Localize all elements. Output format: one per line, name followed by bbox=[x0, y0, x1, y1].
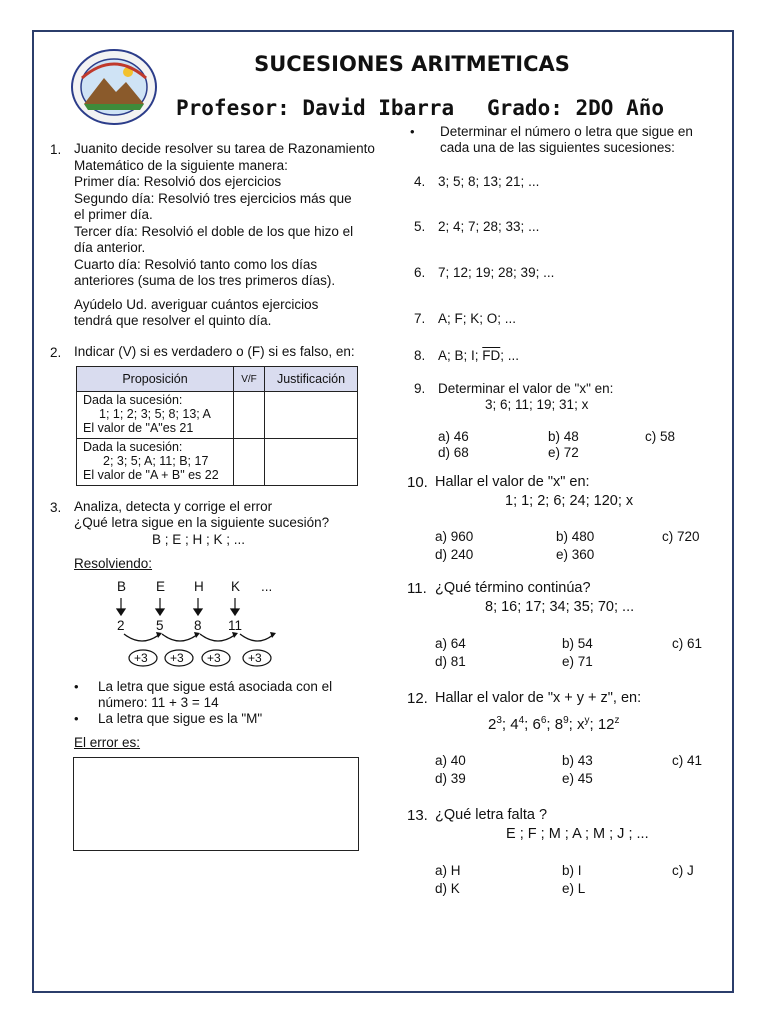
q13-line2: E ; F ; M ; A ; M ; J ; ... bbox=[506, 826, 649, 842]
q9-option-c[interactable]: c) 58 bbox=[645, 429, 676, 444]
seq-number: 11 bbox=[228, 618, 243, 633]
q10-line2: 1; 1; 2; 6; 24; 120; x bbox=[505, 493, 634, 509]
bullet: • bbox=[74, 711, 79, 726]
q1-line: Juanito decide resolver su tarea de Razonamiento bbox=[74, 141, 375, 156]
q8-part: ; ... bbox=[500, 348, 520, 363]
q10-option-a[interactable]: a) 960 bbox=[435, 529, 474, 544]
bullet: • bbox=[74, 679, 79, 694]
q11-line1: ¿Qué término continúa? bbox=[435, 580, 591, 596]
proposition-cell bbox=[77, 392, 234, 439]
q12-option-c[interactable]: c) 41 bbox=[672, 753, 703, 768]
q12-expression: $2^3$; $4^4$; $6^6$; $8^9$; $x^y$; 12$^z$ bbox=[488, 715, 620, 733]
step-label: +3 bbox=[170, 651, 184, 665]
q9-option-e[interactable]: e) 72 bbox=[548, 445, 579, 460]
cell-line: El valor de "A + B" es 22 bbox=[83, 468, 219, 482]
q9-line2: 3; 6; 11; 19; 31; x bbox=[485, 397, 589, 412]
q1-line: el primer día. bbox=[74, 207, 153, 222]
q13-option-b[interactable]: b) I bbox=[562, 863, 582, 878]
q2-text: Indicar (V) si es verdadero o (F) si es falso, en: bbox=[74, 344, 355, 359]
q12-number: 12. bbox=[407, 690, 428, 707]
q1-line: Cuarto día: Resolvió tanto como los días bbox=[74, 256, 318, 272]
step-label: +3 bbox=[134, 651, 148, 665]
seq-letter: E bbox=[156, 579, 166, 594]
cell-line: El valor de "A"es 21 bbox=[83, 421, 194, 435]
q9-option-a[interactable]: a) 46 bbox=[438, 429, 469, 444]
q11-option-c[interactable]: c) 61 bbox=[672, 636, 703, 651]
seq-number: 5 bbox=[156, 618, 164, 633]
q1-line: Matemático de la siguiente manera: bbox=[74, 157, 288, 173]
step-label: +3 bbox=[248, 651, 262, 665]
q8-number: 8. bbox=[414, 348, 426, 363]
table-row bbox=[77, 392, 358, 439]
seq-letter: ... bbox=[261, 579, 273, 594]
q1-line: tendrá que resolver el quinto día. bbox=[74, 313, 272, 328]
q4-sequence: 3; 5; 8; 13; 21; ... bbox=[438, 174, 540, 189]
q9-line1: Determinar el valor de "x" en: bbox=[438, 381, 614, 396]
q13-option-a[interactable]: a) H bbox=[435, 863, 461, 878]
q7-number: 7. bbox=[414, 311, 426, 326]
q9-number: 9. bbox=[414, 381, 426, 396]
q8-sequence bbox=[438, 348, 519, 365]
q10-option-d[interactable]: d) 240 bbox=[435, 547, 474, 562]
intro-line: Determinar el número o letra que sigue en bbox=[440, 124, 693, 139]
q1-line: anteriores (suma de los tres primeros días). bbox=[74, 273, 336, 288]
q10-number: 10. bbox=[407, 474, 428, 491]
q10-option-c[interactable]: c) 720 bbox=[662, 529, 700, 544]
proposition-cell bbox=[77, 439, 234, 486]
q13-line1: ¿Qué letra falta ? bbox=[435, 807, 548, 823]
step-label: +3 bbox=[207, 651, 221, 665]
seq-number: 2 bbox=[117, 618, 125, 633]
bullet-text: La letra que sigue está asociada con el bbox=[98, 679, 333, 694]
table-row bbox=[77, 439, 358, 486]
q12-option-e[interactable]: e) 45 bbox=[562, 771, 593, 786]
justification-cell[interactable] bbox=[265, 392, 358, 439]
q10-option-e[interactable]: e) 360 bbox=[556, 547, 595, 562]
resolving-label: Resolviendo: bbox=[74, 556, 153, 571]
q1-line: día anterior. bbox=[74, 240, 146, 255]
col-header: Justificación bbox=[265, 367, 358, 392]
document-title: SUCESIONES ARITMETICAS bbox=[254, 52, 570, 76]
seq-letter: H bbox=[194, 579, 204, 594]
q1-line: Ayúdelo Ud. averiguar cuántos ejercicios bbox=[74, 296, 319, 312]
q1-line: Tercer día: Resolvió el doble de los que hizo el bbox=[74, 223, 354, 239]
proposition-table bbox=[76, 366, 358, 486]
q3-sequence: B ; E ; H ; K ; ... bbox=[152, 532, 246, 547]
q5-number: 5. bbox=[414, 219, 426, 234]
cell-line: 1; 1; 2; 3; 5; 8; 13; A bbox=[99, 407, 211, 421]
bullet-text: número: 11 + 3 = 14 bbox=[98, 695, 219, 710]
q11-number: 11. bbox=[407, 580, 427, 597]
cell-line: Dada la sucesión: bbox=[83, 440, 183, 454]
q3-number: 3. bbox=[50, 500, 62, 515]
q11-option-d[interactable]: d) 81 bbox=[435, 654, 466, 669]
q3-line1: Analiza, detecta y corrige el error bbox=[74, 499, 273, 514]
grade-label: Grado: 2DO Año bbox=[487, 96, 665, 120]
error-label: El error es: bbox=[74, 735, 141, 750]
q13-option-e[interactable]: e) L bbox=[562, 881, 586, 896]
q1-text bbox=[74, 141, 375, 330]
q1-line: Primer día: Resolvió dos ejercicios bbox=[74, 174, 282, 189]
vf-cell[interactable] bbox=[234, 392, 265, 439]
q13-option-c[interactable]: c) J bbox=[672, 863, 694, 878]
justification-cell[interactable] bbox=[265, 439, 358, 486]
q10-line1: Hallar el valor de "x" en: bbox=[435, 474, 590, 490]
q12-option-a[interactable]: a) 40 bbox=[435, 753, 466, 768]
q11-line2: 8; 16; 17; 34; 35; 70; ... bbox=[485, 599, 635, 615]
cell-line: Dada la sucesión: bbox=[83, 393, 183, 407]
seq-number: 8 bbox=[194, 618, 202, 633]
seq-letter: K bbox=[231, 579, 241, 594]
q4-number: 4. bbox=[414, 174, 426, 189]
q9-option-d[interactable]: d) 68 bbox=[438, 445, 469, 460]
q12-option-b[interactable]: b) 43 bbox=[562, 753, 593, 768]
q11-option-e[interactable]: e) 71 bbox=[562, 654, 593, 669]
vf-cell[interactable] bbox=[234, 439, 265, 486]
col-header: Proposición bbox=[77, 367, 234, 392]
q13-option-d[interactable]: d) K bbox=[435, 881, 460, 896]
q7-sequence: A; F; K; O; ... bbox=[438, 311, 517, 326]
bullet: • bbox=[410, 124, 415, 139]
q11-option-a[interactable]: a) 64 bbox=[435, 636, 466, 651]
q3-line2: ¿Qué letra sigue en la siguiente sucesión? bbox=[74, 515, 330, 530]
bullet-text: La letra que sigue es la "M" bbox=[98, 711, 263, 726]
q12-line1: Hallar el valor de "x + y + z", en: bbox=[435, 690, 642, 706]
q8-part: A; B; I; bbox=[438, 348, 483, 363]
q2-number: 2. bbox=[50, 345, 62, 360]
q1-number: 1. bbox=[50, 142, 62, 157]
q9-option-b[interactable]: b) 48 bbox=[548, 429, 579, 444]
q6-number: 6. bbox=[414, 265, 426, 280]
q8-overline-term: $\overline{FD}$ bbox=[482, 348, 501, 363]
error-answer-box[interactable] bbox=[73, 757, 359, 851]
intro-line: cada una de las siguientes sucesiones: bbox=[440, 140, 675, 155]
q13-number: 13. bbox=[407, 807, 428, 824]
seq-letter: B bbox=[117, 579, 127, 594]
q12-option-d[interactable]: d) 39 bbox=[435, 771, 466, 786]
q10-option-b[interactable]: b) 480 bbox=[556, 529, 595, 544]
q1-line: Segundo día: Resolvió tres ejercicios más que bbox=[74, 190, 352, 206]
col-header: V/F bbox=[234, 367, 265, 392]
q11-option-b[interactable]: b) 54 bbox=[562, 636, 593, 651]
q6-sequence: 7; 12; 19; 28; 39; ... bbox=[438, 265, 555, 280]
q5-sequence: 2; 4; 7; 28; 33; ... bbox=[438, 219, 540, 234]
professor-name: Profesor: David Ibarra bbox=[176, 96, 455, 120]
cell-line: 2; 3; 5; A; 11; B; 17 bbox=[103, 454, 209, 468]
